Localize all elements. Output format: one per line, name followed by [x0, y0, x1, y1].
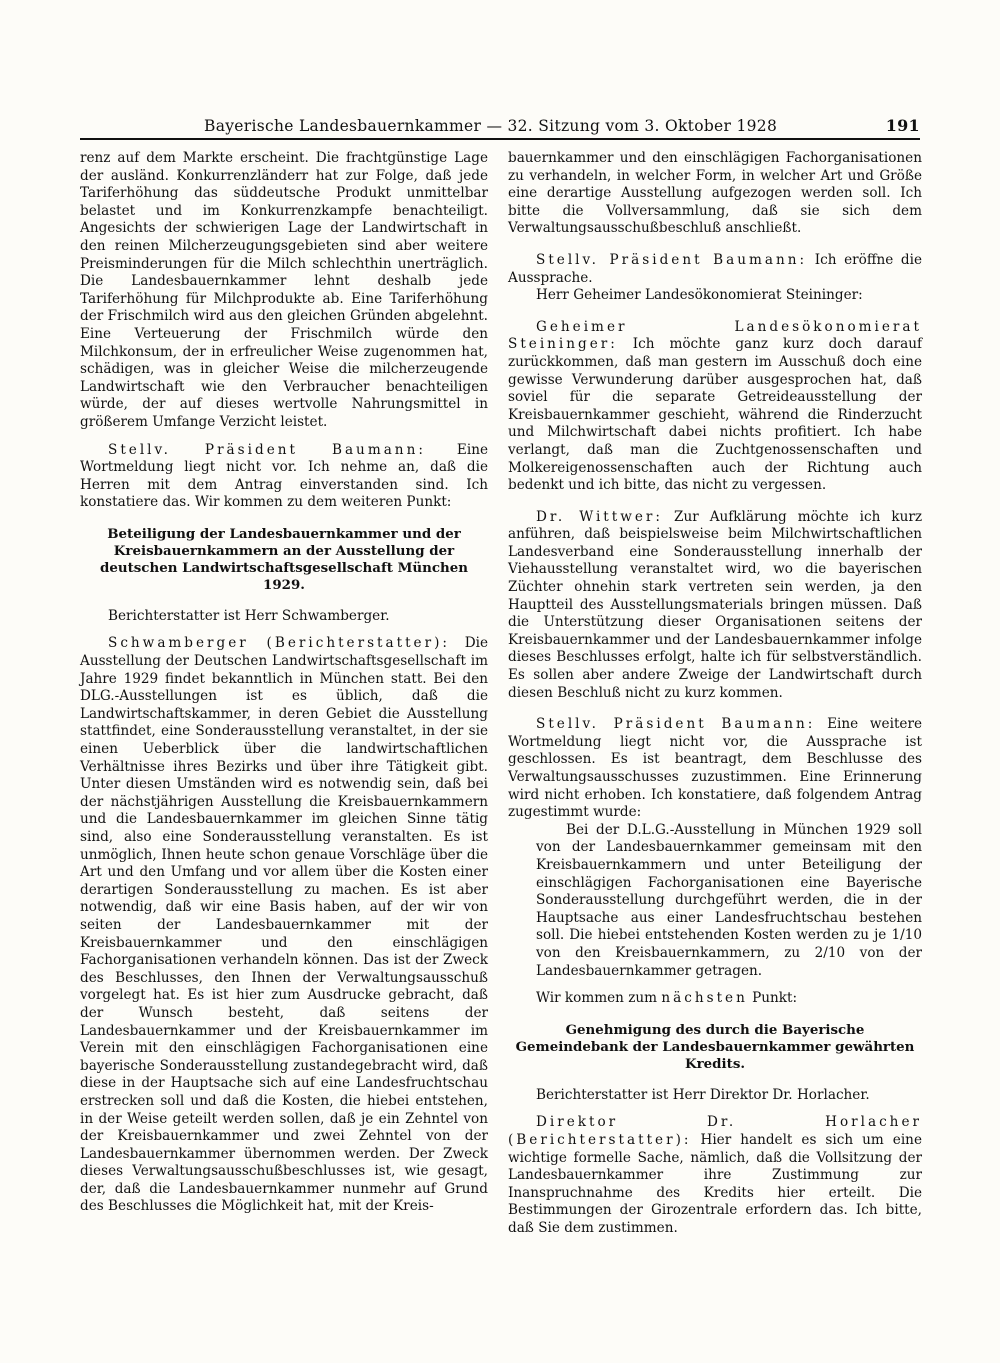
speech-text: Zur Aufklärung möchte ich kurz anführen, daß beispielsweise beim Milchwirtschaftlichen Landesverband eine Sonderausstellung innerhalb der Viehausstellung veranstaltet wird, wo die bayerischen Züchter ohnehin stark vertreten sein werden, ja den Hauptteil des Ausstellungsmaterials bringen müssen. Daß die Unterstützung dieser Organisationen seitens der Kreisbauernkammer und der Landesbauernkammer infolge dieses Beschlusses erfolgt, halte ich für selbstverständlich. Es sollen aber andere Zweige der Landwirtschaft durch diesen Beschluß nicht zu kurz kommen.: [508, 508, 923, 701]
speaker-name: Stellv. Präsident Baumann:: [536, 716, 816, 733]
speech-text: Die Ausstellung der Deutschen Landwirtschaftsgesellschaft im Jahre 1929 findet bekanntlich in München statt. Bei den DLG.-Ausstellungen ist es üblich, daß die Landwirtschaftskammer, in deren Gebiet die Ausstellung stattfindet, eine Sonderausstellung veranstaltet, in der sie einen Ueberblick über die landwirtschaftlichen Verhältnisse ihres Bezirks und über ihre Tätigkeit gibt. Unter diesen Umständen wird es notwendig sein, daß bei der nächstjährigen Ausstellung die Kreisbauernkammern und die Landesbauernkammer im gleichen Sinne tätig sind, also eine Sonderausstellung veranstalten. Es ist unmöglich, Ihnen heute schon genaue Vorschläge über die Art und den Umfang und vor allem über die Kosten einer derartigen Sonderausstellung zu machen. Es ist aber notwendig, daß wir eine Basis haben, auf der wir von seiten der Landesbauernkammer mit der Kreisbauernkammer und den einschlägigen Fachorganisationen verhandeln können. Das ist der Zweck des Beschlusses, den Ihnen der Verwaltungsausschuß vorgelegt hat. Es ist hier zum Ausdrucke gebracht, daß der Wunsch besteht, daß seitens der Landesbauernkammer und der Kreisbauernkammer im Verein mit den einschlägigen Fachorganisationen eine bayerische Sonderausstellung zustandegebracht wird, daß diese in der Hauptsache sich auf eine Landesfruchtschau erstrecken soll und daß die Kosten, die hiebei entstehen, in der Weise geteilt werden sollen, daß je ein Zehntel von der Kreisbauernkammer und zwei Zehntel von der Landesbauernkammer übernommen werden. Der Zweck dieses Verwaltungsausschußbeschlusses ist, wie gesagt, der, daß die Landesbauernkammer nunmehr auf Grund des Beschlusses die Möglichkeit hat, mit der Kreis-: [80, 635, 488, 1215]
paragraph: Berichterstatter ist Herr Schwamberger.: [108, 607, 390, 624]
quote-text: Bei der D.L.G.-Ausstellung in München 1929 soll von der Landesbauernkammer gemeinsam mit den Kreisbauernkammern und unter Beteiligung der einschlägigen Fachorganisationen eine Bayerische Sonderausstellung durchgeführt werden, die in der Hauptsache aus einer Landesfruchtschau bestehen soll. Die hiebei entstehenden Kosten werden zu je 1/10 von den Kreisbauernkammern, zu 2/10 von der Landesbauernkammer getragen.: [536, 821, 922, 979]
speaker-name: Schwamberger (Berichterstatter):: [108, 635, 450, 652]
paragraph: [80, 635, 488, 1216]
paragraph: [508, 1114, 922, 1237]
right-column: [508, 150, 922, 1237]
speech-text: Ich möchte ganz kurz doch darauf zurückkommen, daß man gestern im Ausschuß doch eine gewisse Verwunderung darüber ausgesprochen hat, daß soviel für die separate Getreideausstellung der Kreisbauernkammer geschieht, während die Rinderzucht und Milchwirtschaft dabei nichts profitiert. Ich habe verlangt, daß man die Zuchtgenossenschaften und Molkereigenossenschaften auch der Richtung auch bedenkt und ich bitte, das nicht zu vergessen.: [508, 336, 922, 494]
running-title: Bayerische Landesbauernkammer — 32. Sitzung vom 3. Oktober 1928: [204, 117, 778, 135]
header-rule: [80, 138, 920, 140]
speech-text: Hier handelt es sich um eine wichtige formelle Sache, nämlich, daß die Vollsitzung der Landesbauernkammer ihre Zustimmung zur Inanspruchnahme des Kredits hier erteilt. Die Bestimmungen der Girozentrale erfordern das. Ich bitte, daß Sie dem zustimmen.: [508, 1131, 922, 1236]
speaker-name: Geheimer Landesökonomierat Steininger:: [508, 318, 922, 353]
paragraph: bauernkammer und den einschlägigen Fachorganisationen zu verhandeln, in welcher Form, in welcher Art und Größe eine derartige Ausstellung aufgezogen werden soll. Ich bitte die Vollversammlung, daß sie sich dem Verwaltungsausschußbeschluß anschließt.: [508, 150, 922, 237]
paragraph: Berichterstatter ist Herr Direktor Dr. Horlacher.: [536, 1086, 870, 1103]
paragraph: renz auf dem Markte erscheint. Die frachtgünstige Lage der ausländ. Konkurrenzländerr hat zur Folge, daß jede Tariferhöhung das süddeutsche Produkt unmittelbar belastet und im Konkurrenzkampfe benachteiligt. Angesichts der schwierigen Lage der Landwirtschaft in den reinen Milcherzeugungsgebieten sind aber weitere Preisminderungen für die Milch schlechthin unerträglich. Die Landesbauernkammer lehnt deshalb jede Tariferhöhung für Milchprodukte ab. Eine Tariferhöhung der Frischmilch wird aus den gleichen Gründen abgelehnt. Eine Verteuerung der Frischmilch würde den Milchkonsum, der in erfreulicher Weise zugenommen hat, schädigen, was in gleicher Weise die milcherzeugende Landwirtschaft wie den Verbraucher benachteiligen würde, der auf dieses wertvolle Nahrungsmittel in größerem Umfange Verzicht leistet.: [80, 150, 488, 430]
paragraph: [508, 252, 922, 287]
speaker-name: Dr. Wittwer:: [536, 508, 663, 525]
paragraph: Wir kommen zum nächsten Punkt:: [536, 990, 798, 1007]
paragraph: [508, 319, 922, 495]
speaker-name: Direktor Dr. Horlacher (Berichterstatter):: [508, 1114, 922, 1148]
speech-text: Ich eröffne die Aussprache.: [508, 251, 923, 286]
resolution-quote: [508, 822, 922, 980]
page-number: 191: [885, 116, 920, 135]
paragraph: [80, 442, 488, 512]
paragraph: [508, 716, 922, 822]
speech-text: Eine weitere Wortmeldung liegt nicht vor, die Aussprache ist geschlossen. Es ist beantragt, dem Beschlusse des Verwaltungsausschusses zuzustimmen. Eine Erinnerung wird nicht erhoben. Ich konstatiere, daß folgendem Antrag zugestimmt wurde:: [508, 716, 922, 821]
page-header: [80, 117, 920, 139]
section-heading: Beteiligung der Landesbauernkammer und der Kreisbauernkammern an der Ausstellung der deutschen Landwirtschaftsgesellschaft München 1929.: [99, 525, 469, 593]
speaker-name: Stellv. Präsident Baumann:: [536, 251, 808, 268]
section-heading: Genehmigung des durch die Bayerische Gemeindebank der Landesbauernkammer gewährten Kredits.: [515, 1021, 915, 1072]
paragraph: Herr Geheimer Landesökonomierat Steininger:: [536, 287, 863, 304]
left-column: [80, 150, 488, 1216]
speaker-name: Stellv. Präsident Baumann:: [108, 441, 426, 458]
speech-text: Eine Wortmeldung liegt nicht vor. Ich nehme an, daß die Herren mit dem Antrag einverstanden sind. Ich konstatiere das. Wir kommen zu dem weiteren Punkt:: [80, 441, 488, 511]
paragraph: [508, 509, 922, 703]
